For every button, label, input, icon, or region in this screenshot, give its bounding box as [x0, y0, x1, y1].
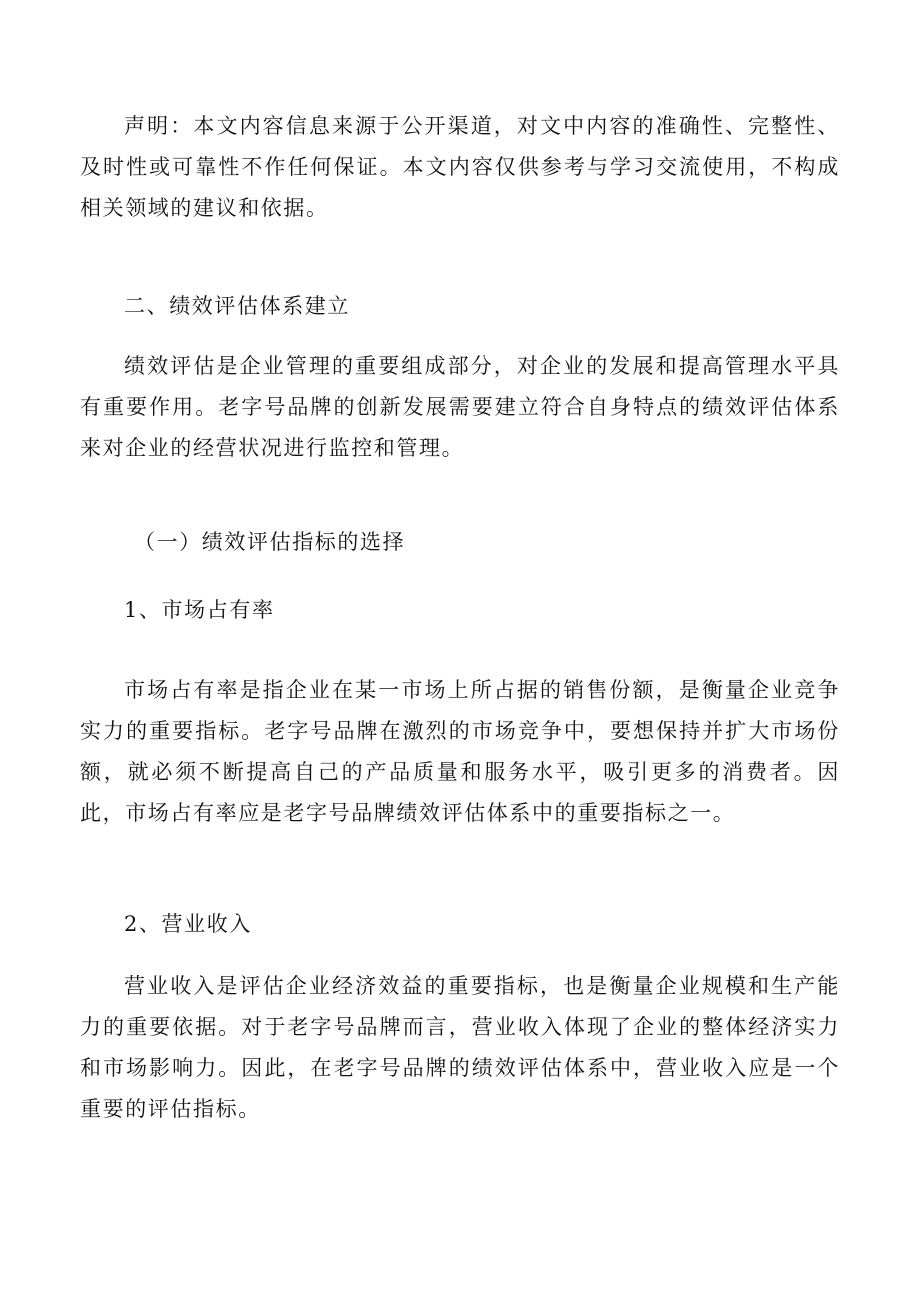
item-heading-revenue: 2、营业收入	[124, 912, 252, 936]
section-intro-paragraph: 绩效评估是企业管理的重要组成部分，对企业的发展和提高管理水平具有重要作用。老字号品牌的创新发展需要建立符合自身特点的绩效评估体系来对企业的经营状况进行监控和管理。	[80, 354, 840, 460]
item-body-market-share: 市场占有率是指企业在某一市场上所占据的销售份额，是衡量企业竞争实力的重要指标。老字号品牌在激烈的市场竞争中，要想保持并扩大市场份额，就必须不断提高自己的产品质量和服务水平，吸引更多的消费者。因此，市场占有率应是老字号品牌绩效评估体系中的重要指标之一。	[80, 678, 840, 825]
section-heading: 二、绩效评估体系建立	[124, 294, 350, 318]
subsection-heading: （一）绩效评估指标的选择	[134, 530, 406, 554]
item-body-revenue: 营业收入是评估企业经济效益的重要指标，也是衡量企业规模和生产能力的重要依据。对于老字号品牌而言，营业收入体现了企业的整体经济实力和市场影响力。因此，在老字号品牌的绩效评估体系中，营业收入应是一个重要的评估指标。	[80, 974, 840, 1121]
declaration-paragraph: 声明：本文内容信息来源于公开渠道，对文中内容的准确性、完整性、及时性或可靠性不作任何保证。本文内容仅供参考与学习交流使用，不构成相关领域的建议和依据。	[80, 114, 840, 220]
item-heading-market-share: 1、市场占有率	[124, 598, 275, 622]
